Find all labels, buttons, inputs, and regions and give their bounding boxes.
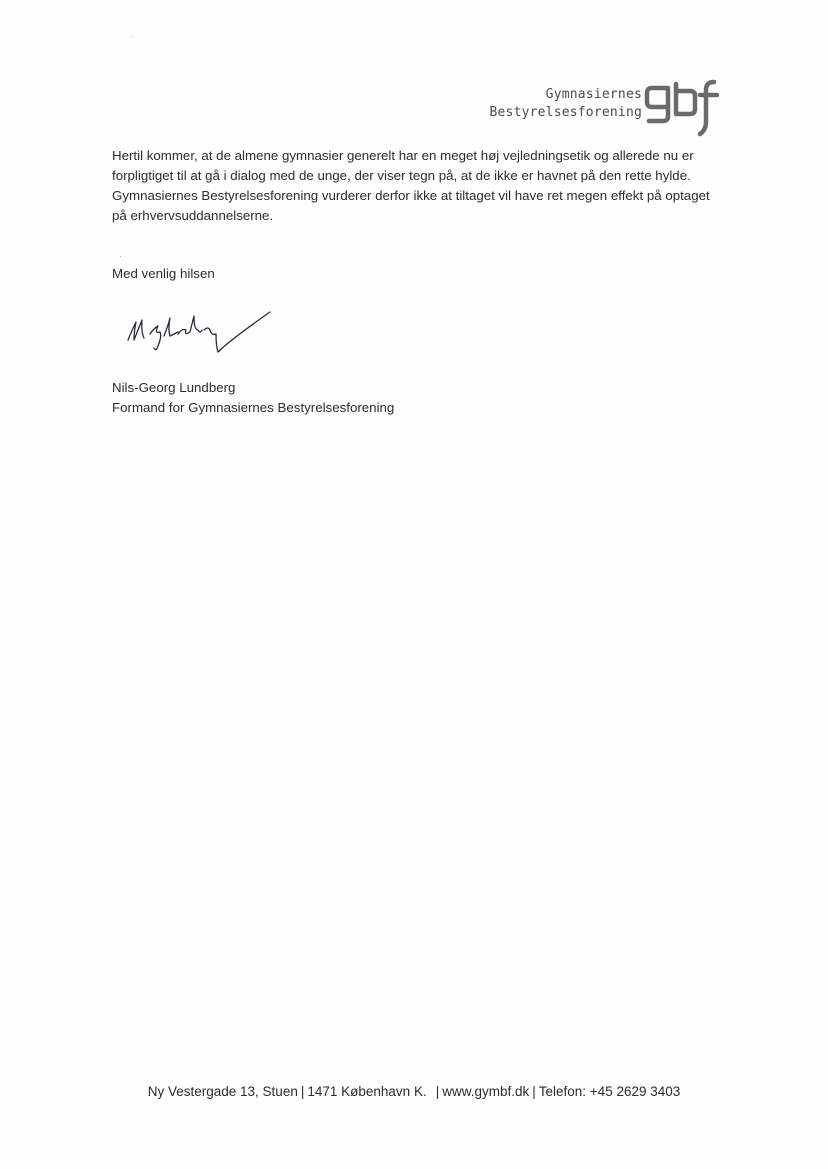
signer-block xyxy=(112,378,394,418)
scan-speck xyxy=(120,256,121,257)
letterhead-org-line1: Gymnasiernes xyxy=(545,87,642,102)
letterhead-logo xyxy=(489,78,730,138)
gbf-logo-icon xyxy=(644,78,722,138)
signer-title: Formand for Gymnasiernes Bestyrelsesforening xyxy=(112,400,395,415)
footer-separator: | xyxy=(435,1084,440,1099)
signer-name: Nils-Georg Lundberg xyxy=(112,380,236,395)
footer-postal: 1471 København K. xyxy=(307,1084,427,1099)
letter-body-paragraph xyxy=(112,146,722,226)
footer-separator: | xyxy=(532,1084,536,1099)
scan-speck xyxy=(132,36,133,37)
body-line: Gymnasiernes Bestyrelsesforening vurderer derfor ikke at tiltaget vil have ret megen effekt på optaget xyxy=(112,188,710,203)
footer-address: Ny Vestergade 13, Stuen xyxy=(147,1084,298,1099)
letterhead-org-line2: Bestyrelsesforening xyxy=(489,105,642,120)
handwritten-signature-icon xyxy=(120,300,280,362)
closing-salutation: Med venlig hilsen xyxy=(112,266,215,281)
footer-phone: Telefon: +45 2629 3403 xyxy=(538,1084,681,1099)
footer-website[interactable]: www.gymbf.dk xyxy=(442,1084,530,1099)
body-line: forpligtiget til at gå i dialog med de unge, der viser tegn på, at de ikke er havnet på den rette hylde. xyxy=(112,168,691,183)
footer-separator: | xyxy=(300,1084,305,1099)
body-line: på erhvervsuddannelserne. xyxy=(112,208,274,223)
letterhead-org-name xyxy=(489,86,642,122)
letter-footer xyxy=(0,1082,828,1102)
body-line: Hertil kommer, at de almene gymnasier generelt har en meget høj vejledningsetik og allerede nu er xyxy=(112,148,694,163)
